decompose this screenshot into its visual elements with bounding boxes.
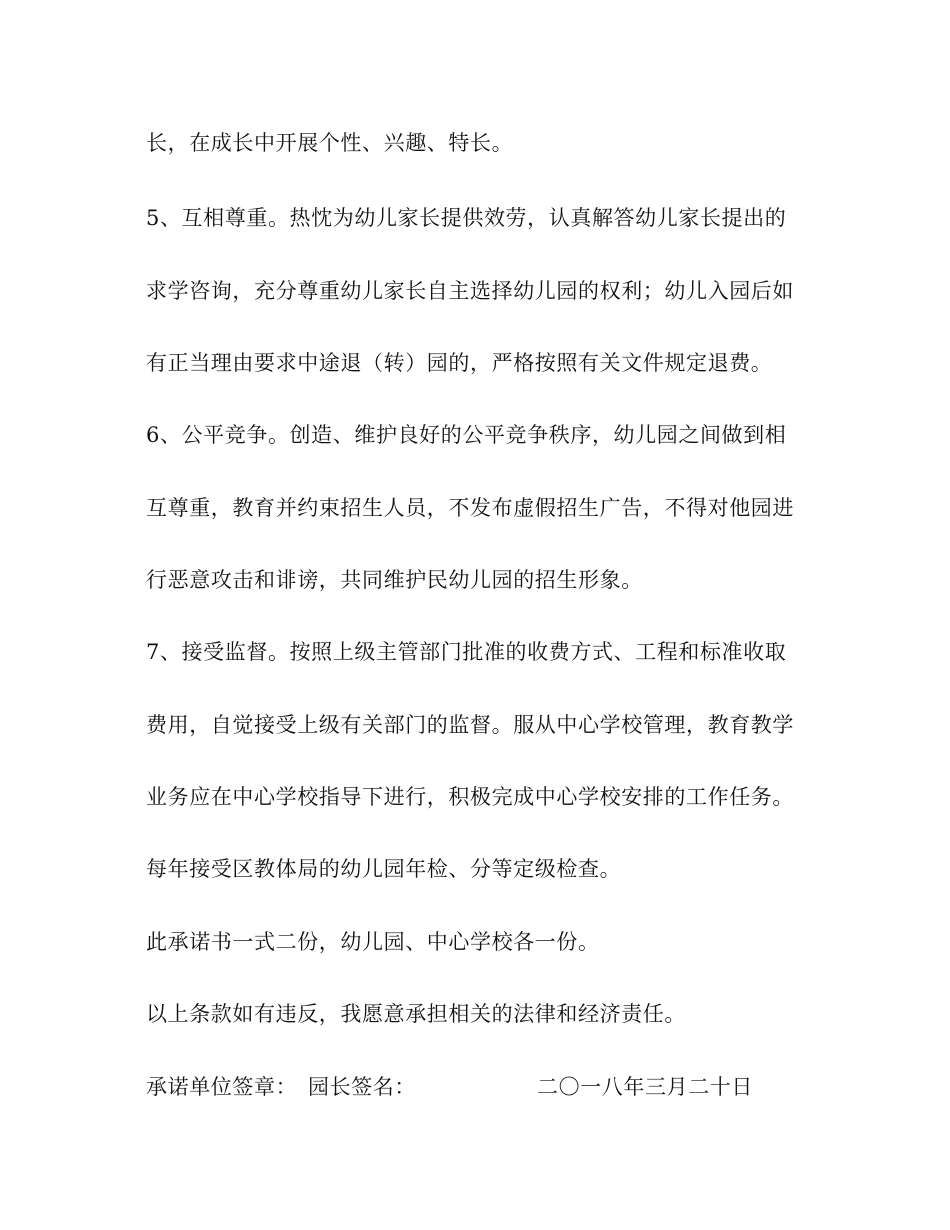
text-line: 长，在成长中开展个性、兴趣、特长。 — [146, 131, 514, 155]
text-line: 业务应在中心学校指导下进行，积极完成中心学校安排的工作任务。 — [146, 785, 794, 809]
signature-unit-label: 承诺单位签章： — [146, 1075, 298, 1099]
signature-date: 二〇一八年三月二十日 — [537, 1075, 753, 1099]
text-line: 有正当理由要求中途退（转）园的，严格按照有关文件规定退费。 — [146, 351, 773, 375]
text-line: 以上条款如有违反，我愿意承担相关的法律和经济责任。 — [146, 1002, 686, 1026]
text-line: 7、接受监督。按照上级主管部门批准的收费方式、工程和标准收取 — [146, 640, 787, 664]
text-line: 求学咨询，充分尊重幼儿家长自主选择幼儿园的权利；幼儿入园后如 — [146, 279, 794, 303]
signature-director-label: 园长签名： — [308, 1075, 416, 1099]
text-line: 此承诺书一式二份，幼儿园、中心学校各一份。 — [146, 930, 600, 954]
text-line: 5、互相尊重。热忱为幼儿家长提供效劳，认真解答幼儿家长提出的 — [146, 206, 787, 230]
text-line: 费用，自觉接受上级有关部门的监督。服从中心学校管理，教育教学 — [146, 713, 794, 737]
text-line: 行恶意攻击和诽谤，共同维护民幼儿园的招生形象。 — [146, 568, 643, 592]
text-line: 互尊重，教育并约束招生人员，不发布虚假招生广告，不得对他园进 — [146, 496, 794, 520]
text-line: 6、公平竞争。创造、维护良好的公平竞争秩序，幼儿园之间做到相 — [146, 423, 787, 447]
text-line: 每年接受区教体局的幼儿园年检、分等定级检查。 — [146, 857, 622, 881]
